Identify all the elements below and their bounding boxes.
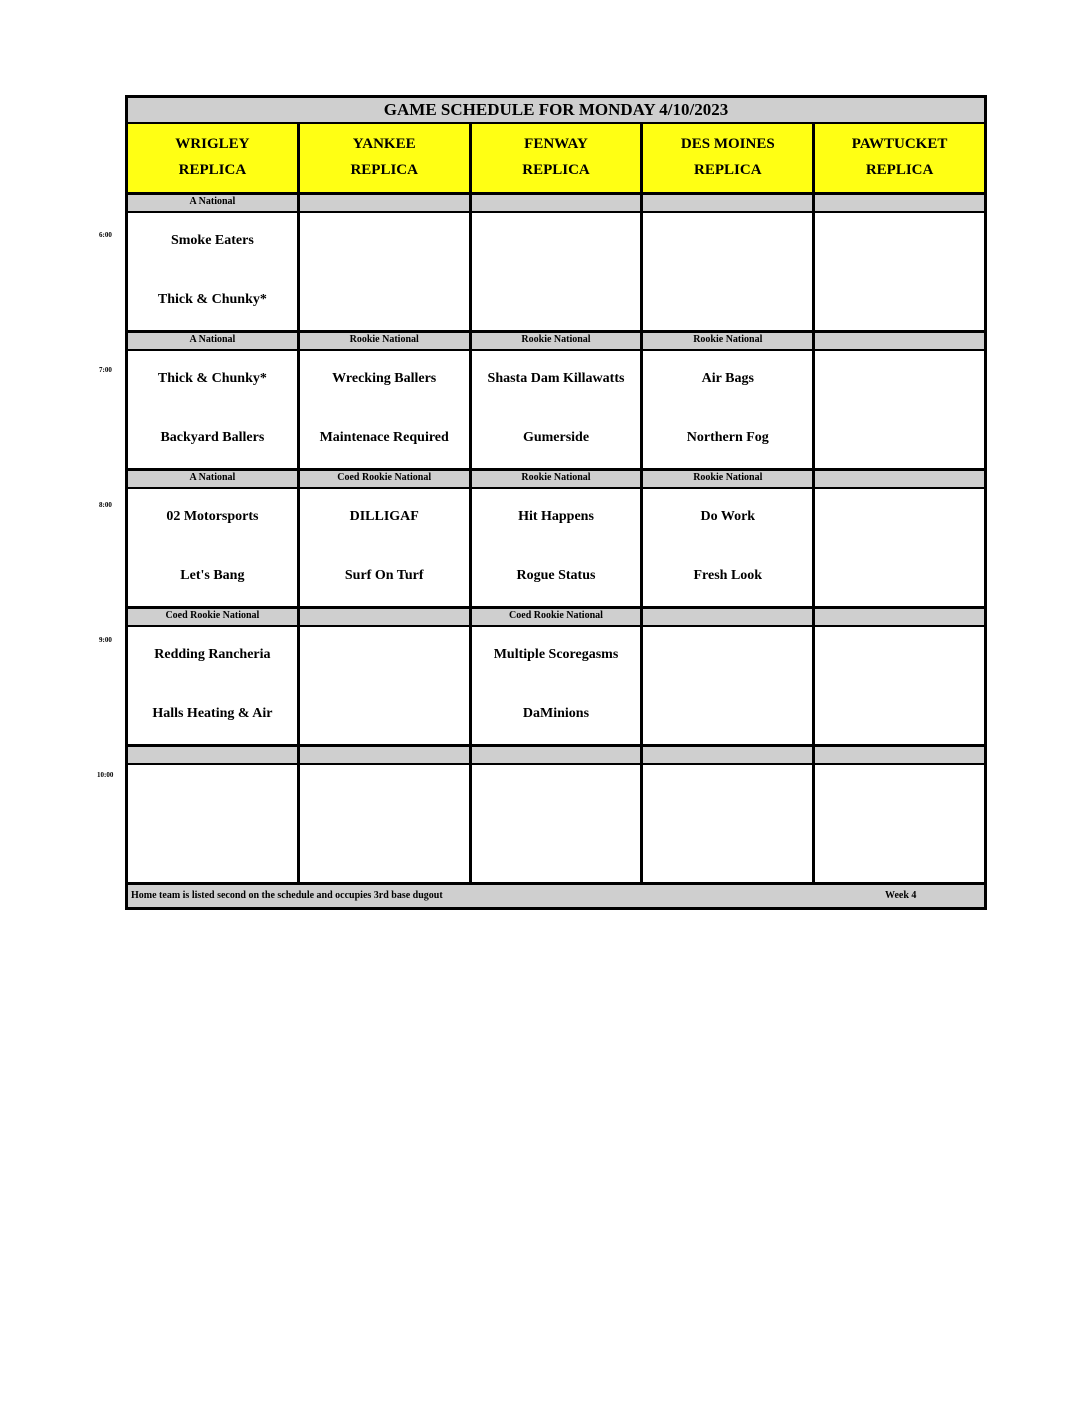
division-row bbox=[128, 333, 984, 351]
division-label bbox=[300, 195, 472, 211]
field-name: WRIGLEY bbox=[175, 136, 250, 152]
away-team: Thick & Chunky* bbox=[157, 371, 267, 386]
game-cell bbox=[815, 765, 984, 882]
game-row bbox=[128, 627, 984, 747]
game-cell bbox=[643, 351, 815, 468]
field-name: DES MOINES bbox=[680, 136, 775, 152]
field-header bbox=[815, 124, 984, 192]
away-team: Air Bags bbox=[701, 371, 754, 386]
home-team: Thick & Chunky* bbox=[157, 292, 267, 307]
division-row bbox=[128, 195, 984, 213]
division-label bbox=[815, 471, 984, 487]
field-type: REPLICA bbox=[522, 162, 590, 178]
home-team: DaMinions bbox=[522, 706, 590, 721]
game-cell bbox=[643, 627, 815, 744]
division-label bbox=[815, 195, 984, 211]
schedule-title: GAME SCHEDULE FOR MONDAY 4/10/2023 bbox=[128, 98, 984, 124]
game-cell bbox=[128, 627, 300, 744]
home-team: Let's Bang bbox=[180, 568, 245, 583]
field-header bbox=[300, 124, 472, 192]
game-cell bbox=[128, 213, 300, 330]
field-header bbox=[472, 124, 644, 192]
game-cell bbox=[643, 489, 815, 606]
field-type: REPLICA bbox=[350, 162, 418, 178]
game-row bbox=[128, 351, 984, 471]
division-label: A National bbox=[128, 195, 300, 211]
game-cell bbox=[472, 213, 644, 330]
division-label: Coed Rookie National bbox=[300, 471, 472, 487]
home-team: Northern Fog bbox=[686, 430, 769, 445]
division-label: Coed Rookie National bbox=[472, 609, 644, 625]
game-cell bbox=[300, 213, 472, 330]
division-label: A National bbox=[128, 471, 300, 487]
division-label: Rookie National bbox=[472, 333, 644, 349]
home-team: Fresh Look bbox=[693, 568, 763, 583]
division-label bbox=[643, 195, 815, 211]
division-row bbox=[128, 471, 984, 489]
field-type: REPLICA bbox=[865, 162, 934, 178]
division-label bbox=[472, 195, 644, 211]
division-label: Rookie National bbox=[643, 333, 815, 349]
division-label bbox=[815, 747, 984, 763]
division-label: Rookie National bbox=[472, 471, 644, 487]
time-label: 6:00 bbox=[99, 231, 112, 239]
home-team: Surf On Turf bbox=[344, 568, 424, 583]
division-label: A National bbox=[128, 333, 300, 349]
game-cell bbox=[128, 351, 300, 468]
division-label bbox=[128, 747, 300, 763]
home-team: Halls Heating & Air bbox=[152, 706, 273, 721]
game-cell bbox=[643, 765, 815, 882]
home-team: Backyard Ballers bbox=[160, 430, 265, 445]
time-label: 10:00 bbox=[97, 771, 114, 779]
game-cell bbox=[815, 351, 984, 468]
game-row bbox=[128, 489, 984, 609]
division-label: Rookie National bbox=[643, 471, 815, 487]
away-team: Redding Rancheria bbox=[154, 647, 271, 662]
game-row bbox=[128, 213, 984, 333]
field-name: YANKEE bbox=[352, 136, 416, 152]
away-team: Shasta Dam Killawatts bbox=[487, 371, 625, 386]
field-header bbox=[128, 124, 300, 192]
home-team: Rogue Status bbox=[516, 568, 596, 583]
away-team: 02 Motorsports bbox=[166, 509, 259, 524]
field-name: FENWAY bbox=[524, 136, 588, 152]
home-team: Maintenace Required bbox=[319, 430, 449, 445]
field-header bbox=[643, 124, 815, 192]
game-row bbox=[128, 765, 984, 885]
home-team-note: Home team is listed second on the schedule and occupies 3rd base dugout bbox=[131, 890, 443, 901]
game-cell bbox=[300, 489, 472, 606]
game-cell bbox=[815, 489, 984, 606]
division-label bbox=[300, 609, 472, 625]
game-cell bbox=[128, 765, 300, 882]
division-label bbox=[300, 747, 472, 763]
field-type: REPLICA bbox=[178, 162, 247, 178]
game-cell bbox=[815, 627, 984, 744]
game-cell bbox=[472, 489, 644, 606]
game-cell bbox=[472, 627, 644, 744]
division-label bbox=[472, 747, 644, 763]
away-team: Wrecking Ballers bbox=[332, 371, 437, 386]
away-team: DILLIGAF bbox=[349, 509, 419, 524]
away-team: Do Work bbox=[700, 509, 756, 524]
week-label: Week 4 bbox=[885, 890, 917, 901]
away-team: Multiple Scoregasms bbox=[493, 647, 619, 662]
game-cell bbox=[472, 765, 644, 882]
schedule-footer bbox=[128, 885, 984, 907]
game-cell bbox=[643, 213, 815, 330]
time-label: 8:00 bbox=[99, 501, 112, 509]
away-team: Smoke Eaters bbox=[170, 233, 254, 248]
game-cell bbox=[472, 351, 644, 468]
division-label: Coed Rookie National bbox=[128, 609, 300, 625]
game-cell bbox=[815, 213, 984, 330]
division-label bbox=[643, 747, 815, 763]
division-row bbox=[128, 609, 984, 627]
home-team: Gumerside bbox=[522, 430, 590, 445]
game-cell bbox=[300, 627, 472, 744]
field-name: PAWTUCKET bbox=[851, 136, 948, 152]
schedule-table bbox=[125, 95, 987, 910]
division-label bbox=[815, 609, 984, 625]
field-header-row bbox=[128, 124, 984, 195]
game-cell bbox=[300, 765, 472, 882]
division-label bbox=[643, 609, 815, 625]
field-type: REPLICA bbox=[694, 162, 762, 178]
game-cell bbox=[128, 489, 300, 606]
division-label: Rookie National bbox=[300, 333, 472, 349]
division-label bbox=[815, 333, 984, 349]
division-row bbox=[128, 747, 984, 765]
game-cell bbox=[300, 351, 472, 468]
away-team: Hit Happens bbox=[518, 509, 594, 524]
time-label: 7:00 bbox=[99, 366, 112, 374]
time-label: 9:00 bbox=[99, 636, 112, 644]
